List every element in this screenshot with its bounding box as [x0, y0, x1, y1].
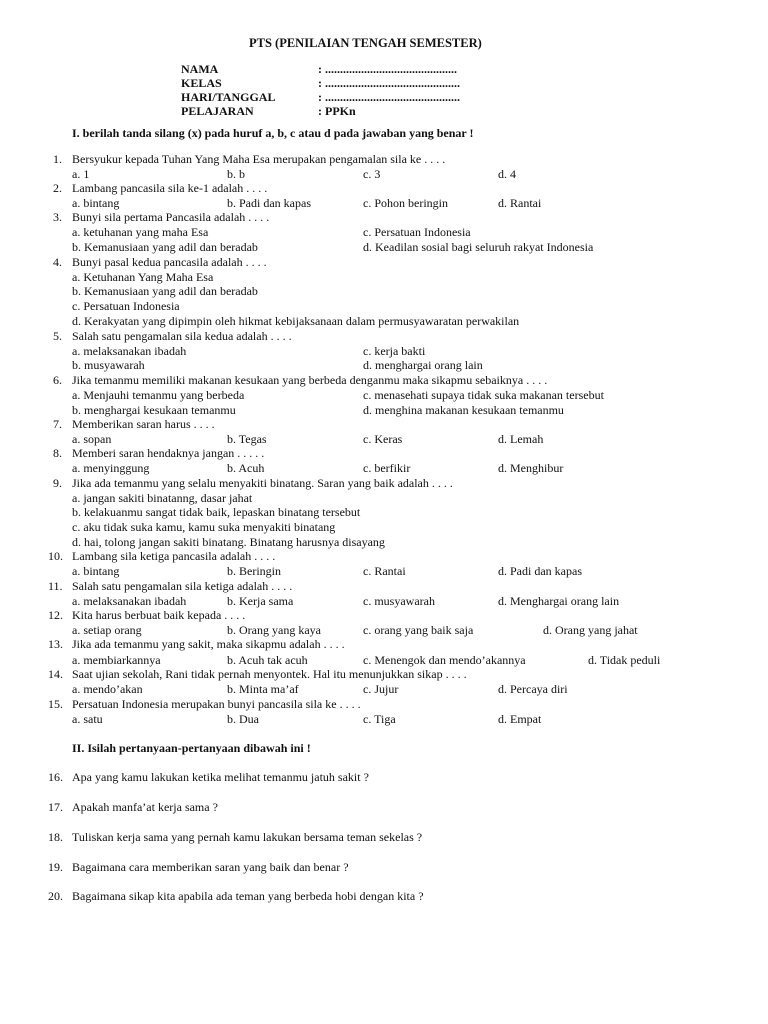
option-c: c. kerja bakti	[363, 344, 426, 358]
option-b: b. Orang yang kaya	[227, 623, 321, 637]
option-c: c. berfikir	[363, 461, 411, 475]
option-a: a. satu	[72, 712, 103, 726]
identity-value: : .............................................	[318, 76, 460, 90]
option-b: b. Kemanusiaan yang adil dan beradab	[72, 284, 258, 298]
option-b: b. musyawarah	[72, 358, 145, 372]
identity-label: PELAJARAN	[181, 104, 254, 118]
option-a: a. jangan sakiti binatanng, dasar jahat	[72, 491, 253, 505]
section-1-instruction: I. berilah tanda silang (x) pada huruf a, b, c atau d pada jawaban yang benar !	[72, 126, 474, 140]
identity-value: : .............................................	[318, 90, 460, 104]
question-number: 7.	[53, 417, 62, 431]
question-number: 12.	[48, 608, 63, 622]
option-a: a. melaksanakan ibadah	[72, 594, 187, 608]
page-title: PTS (PENILAIAN TENGAH SEMESTER)	[249, 36, 482, 50]
option-c: c. Tiga	[363, 712, 396, 726]
question-text: Apa yang kamu lakukan ketika melihat temanmu jatuh sakit ?	[72, 770, 369, 784]
question-number: 15.	[48, 697, 63, 711]
identity-label: NAMA	[181, 62, 219, 76]
question-number: 13.	[48, 637, 63, 651]
option-d: d. Orang yang jahat	[543, 623, 638, 637]
option-d: d. menghargai orang lain	[363, 358, 483, 372]
question-text: Jika temanmu memiliki makanan kesukaan yang berbeda denganmu maka sikapmu sebaiknya . . . .	[72, 373, 548, 387]
option-a: a. Ketuhanan Yang Maha Esa	[72, 270, 214, 284]
identity-value: : PPKn	[318, 104, 356, 118]
option-b: b. Minta ma’af	[227, 682, 299, 696]
question-number: 10.	[48, 549, 63, 563]
option-c: c. musyawarah	[363, 594, 435, 608]
question-number: 2.	[53, 181, 62, 195]
question-text: Memberikan saran harus . . . .	[72, 417, 215, 431]
question-number: 16.	[48, 770, 63, 784]
option-b: b. Kemanusiaan yang adil dan beradab	[72, 240, 258, 254]
option-a: a. 1	[72, 167, 90, 181]
option-d: d. Padi dan kapas	[498, 564, 582, 578]
option-b: b. Kerja sama	[227, 594, 294, 608]
question-text: Jika ada temanmu yang selalu menyakiti binatang. Saran yang baik adalah . . . .	[72, 476, 453, 490]
question-text: Memberi saran hendaknya jangan . . . . .	[72, 446, 265, 460]
option-c: c. 3	[363, 167, 381, 181]
question-text: Persatuan Indonesia merupakan bunyi pancasila sila ke . . . .	[72, 697, 361, 711]
option-a: a. ketuhanan yang maha Esa	[72, 225, 209, 239]
option-a: a. melaksanakan ibadah	[72, 344, 187, 358]
question-text: Tuliskan kerja sama yang pernah kamu lakukan bersama teman sekelas ?	[72, 830, 423, 844]
question-text: Bunyi sila pertama Pancasila adalah . . . .	[72, 210, 270, 224]
question-number: 17.	[48, 800, 63, 814]
question-text: Bersyukur kepada Tuhan Yang Maha Esa merupakan pengamalan sila ke . . . .	[72, 152, 446, 166]
option-b: b. Acuh tak acuh	[227, 653, 308, 667]
option-a: a. bintang	[72, 196, 120, 210]
option-b: b. Beringin	[227, 564, 281, 578]
option-c: c. aku tidak suka kamu, kamu suka menyakiti binatang	[72, 520, 336, 534]
option-c: c. Menengok dan mendo’akannya	[363, 653, 526, 667]
option-d: d. Percaya diri	[498, 682, 568, 696]
question-number: 5.	[53, 329, 62, 343]
question-number: 19.	[48, 860, 63, 874]
option-d: d. hai, tolong jangan sakiti binatang. Binatang harusnya disayang	[72, 535, 385, 549]
question-text: Lambang sila ketiga pancasila adalah . . . .	[72, 549, 276, 563]
option-b: b. Padi dan kapas	[227, 196, 311, 210]
option-c: c. Persatuan Indonesia	[72, 299, 180, 313]
question-number: 9.	[53, 476, 62, 490]
option-c: c. menasehati supaya tidak suka makanan tersebut	[363, 388, 604, 402]
option-d: d. Menghibur	[498, 461, 564, 475]
option-c: c. orang yang baik saja	[363, 623, 474, 637]
question-number: 3.	[53, 210, 62, 224]
option-d: d. menghina makanan kesukaan temanmu	[363, 403, 564, 417]
question-text: Bunyi pasal kedua pancasila adalah . . . .	[72, 255, 267, 269]
identity-value: : ............................................	[318, 62, 457, 76]
question-text: Apakah manfa’at kerja sama ?	[72, 800, 218, 814]
option-d: d. Tidak peduli	[588, 653, 661, 667]
identity-label: KELAS	[181, 76, 222, 90]
option-b: b. Dua	[227, 712, 259, 726]
option-b: b. menghargai kesukaan temanmu	[72, 403, 236, 417]
question-text: Salah satu pengamalan sila ketiga adalah . . . .	[72, 579, 293, 593]
question-number: 20.	[48, 889, 63, 903]
option-c: c. Rantai	[363, 564, 406, 578]
option-b: b. kelakuanmu sangat tidak baik, lepaskan binatang tersebut	[72, 505, 361, 519]
question-text: Bagaimana sikap kita apabila ada teman yang berbeda hobi dengan kita ?	[72, 889, 424, 903]
question-number: 14.	[48, 667, 63, 681]
question-number: 11.	[48, 579, 63, 593]
option-a: a. bintang	[72, 564, 120, 578]
option-a: a. sopan	[72, 432, 112, 446]
option-d: d. Lemah	[498, 432, 544, 446]
question-text: Salah satu pengamalan sila kedua adalah . . . .	[72, 329, 292, 343]
question-text: Lambang pancasila sila ke-1 adalah . . . .	[72, 181, 268, 195]
question-text: Saat ujian sekolah, Rani tidak pernah menyontek. Hal itu menunjukkan sikap . . . .	[72, 667, 467, 681]
option-c: c. Jujur	[363, 682, 399, 696]
option-b: b. Tegas	[227, 432, 267, 446]
option-d: d. 4	[498, 167, 516, 181]
option-d: d. Rantai	[498, 196, 542, 210]
option-a: a. mendo’akan	[72, 682, 143, 696]
option-a: a. Menjauhi temanmu yang berbeda	[72, 388, 245, 402]
option-a: a. membiarkannya	[72, 653, 161, 667]
identity-label: HARI/TANGGAL	[181, 90, 276, 104]
question-text: Bagaimana cara memberikan saran yang baik dan benar ?	[72, 860, 349, 874]
option-b: b. b	[227, 167, 245, 181]
option-a: a. setiap orang	[72, 623, 142, 637]
question-number: 8.	[53, 446, 62, 460]
question-text: Kita harus berbuat baik kepada . . . .	[72, 608, 246, 622]
option-c: c. Persatuan Indonesia	[363, 225, 471, 239]
question-number: 6.	[53, 373, 62, 387]
option-d: d. Keadilan sosial bagi seluruh rakyat Indonesia	[363, 240, 594, 254]
section-2-instruction: II. Isilah pertanyaan-pertanyaan dibawah ini !	[72, 741, 311, 755]
question-text: Jika ada temanmu yang sakit, maka sikapmu adalah . . . .	[72, 637, 345, 651]
option-d: d. Empat	[498, 712, 542, 726]
option-a: a. menyinggung	[72, 461, 150, 475]
option-c: c. Keras	[363, 432, 403, 446]
question-number: 18.	[48, 830, 63, 844]
option-d: d. Kerakyatan yang dipimpin oleh hikmat kebijaksanaan dalam permusyawaratan perwakilan	[72, 314, 520, 328]
question-number: 1.	[53, 152, 62, 166]
option-c: c. Pohon beringin	[363, 196, 448, 210]
option-d: d. Menghargai orang lain	[498, 594, 620, 608]
option-b: b. Acuh	[227, 461, 265, 475]
question-number: 4.	[53, 255, 62, 269]
